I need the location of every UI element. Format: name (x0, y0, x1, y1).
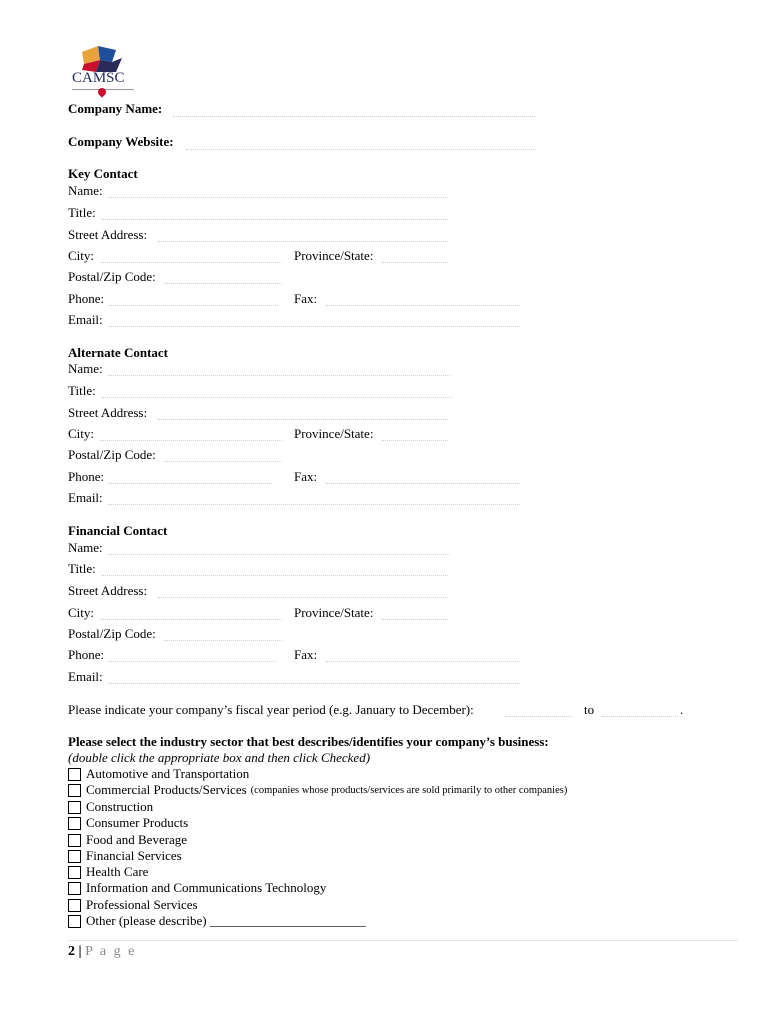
key-email-label: Email: (68, 312, 103, 327)
checkbox[interactable] (68, 915, 81, 928)
option-label: Information and Communications Technology (86, 880, 327, 895)
fiscal-period-mark: . (680, 702, 684, 717)
key-street-field[interactable] (158, 227, 448, 242)
industry-option[interactable] (68, 848, 182, 864)
financial-contact-heading: Financial Contact (68, 523, 168, 538)
checkbox[interactable] (68, 817, 81, 830)
option-label: Food and Beverage (86, 832, 188, 847)
fin-province-label: Province/State: (294, 605, 374, 620)
industry-option[interactable] (68, 913, 366, 929)
key-street-label: Street Address: (68, 227, 148, 242)
alt-name-field[interactable] (108, 361, 450, 376)
key-postal-field[interactable] (164, 269, 282, 284)
checkbox[interactable] (68, 801, 81, 814)
alt-title-label: Title: (68, 383, 96, 398)
alternate-contact-heading: Alternate Contact (68, 345, 168, 360)
key-email-field[interactable] (108, 312, 520, 327)
option-label: Construction (86, 799, 154, 814)
fin-title-label: Title: (68, 561, 96, 576)
alt-title-field[interactable] (102, 383, 452, 398)
checkbox[interactable] (68, 899, 81, 912)
camsc-logo (70, 46, 136, 98)
option-note: (companies whose products/services are sold primarily to other companies) (250, 784, 568, 796)
fiscal-start-field[interactable] (505, 702, 573, 717)
fin-street-label: Street Address: (68, 583, 148, 598)
page-word: P a g e (85, 944, 137, 959)
fiscal-end-field[interactable] (602, 702, 678, 717)
page-number: 2 (68, 944, 75, 959)
footer-separator: | (78, 944, 82, 959)
alt-fax-label: Fax: (294, 469, 318, 484)
alt-street-label: Street Address: (68, 405, 148, 420)
option-label: Health Care (86, 864, 149, 879)
key-name-label: Name: (68, 183, 103, 198)
key-postal-label: Postal/Zip Code: (68, 269, 156, 284)
fin-name-label: Name: (68, 540, 103, 555)
industry-option[interactable] (68, 782, 567, 798)
checkbox[interactable] (68, 866, 81, 879)
alt-phone-field[interactable] (108, 469, 272, 484)
key-phone-label: Phone: (68, 291, 105, 306)
fiscal-year-label: Please indicate your company’s fiscal year period (e.g. January to December): (68, 702, 474, 717)
fin-city-label: City: (68, 605, 95, 620)
industry-option[interactable] (68, 815, 188, 831)
checkbox[interactable] (68, 784, 81, 797)
fin-title-field[interactable] (102, 561, 448, 576)
option-label: Other (please describe) ________________________ (86, 913, 366, 928)
fin-street-field[interactable] (158, 583, 448, 598)
fiscal-to-label: to (584, 702, 595, 717)
alt-email-field[interactable] (108, 490, 520, 505)
industry-option[interactable] (68, 897, 198, 913)
fin-phone-label: Phone: (68, 647, 105, 662)
alt-street-field[interactable] (158, 405, 448, 420)
footer-divider (68, 940, 738, 941)
checkbox[interactable] (68, 850, 81, 863)
key-phone-field[interactable] (108, 291, 278, 306)
alt-email-label: Email: (68, 490, 103, 505)
alt-postal-field[interactable] (164, 447, 282, 462)
alt-province-field[interactable] (382, 426, 448, 441)
alt-name-label: Name: (68, 361, 103, 376)
option-label: Financial Services (86, 848, 182, 863)
option-label: Consumer Products (86, 815, 189, 830)
page-footer (68, 944, 136, 960)
logo-flag-icon (82, 46, 122, 72)
industry-option[interactable] (68, 766, 249, 782)
key-fax-field[interactable] (326, 291, 520, 306)
key-title-label: Title: (68, 205, 96, 220)
logo-wordmark: CAMSC (72, 70, 125, 86)
alt-postal-label: Postal/Zip Code: (68, 447, 156, 462)
company-name-field[interactable] (173, 102, 535, 117)
fin-province-field[interactable] (382, 605, 448, 620)
fin-city-field[interactable] (100, 605, 282, 620)
fin-phone-field[interactable] (108, 647, 276, 662)
key-fax-label: Fax: (294, 291, 318, 306)
company-website-label: Company Website: (68, 134, 174, 149)
industry-option[interactable] (68, 880, 326, 896)
industry-option[interactable] (68, 864, 148, 880)
alt-fax-field[interactable] (326, 469, 520, 484)
key-city-field[interactable] (100, 248, 282, 263)
option-label: Professional Services (86, 897, 198, 912)
alt-city-label: City: (68, 426, 95, 441)
key-name-field[interactable] (108, 183, 448, 198)
key-province-label: Province/State: (294, 248, 374, 263)
fin-name-field[interactable] (108, 540, 450, 555)
key-contact-heading: Key Contact (68, 166, 138, 181)
company-name-label: Company Name: (68, 101, 163, 116)
key-province-field[interactable] (382, 248, 448, 263)
fin-postal-label: Postal/Zip Code: (68, 626, 156, 641)
key-title-field[interactable] (102, 205, 448, 220)
option-label: Automotive and Transportation (86, 766, 250, 781)
option-label: Commercial Products/Services (86, 782, 247, 797)
alt-province-label: Province/State: (294, 426, 374, 441)
checkbox[interactable] (68, 882, 81, 895)
alt-city-field[interactable] (100, 426, 282, 441)
industry-option[interactable] (68, 799, 153, 815)
fin-email-field[interactable] (108, 669, 520, 684)
industry-instruction: (double click the appropriate box and then click Checked) (68, 750, 371, 765)
checkbox[interactable] (68, 834, 81, 847)
fin-fax-field[interactable] (326, 647, 520, 662)
company-website-field[interactable] (186, 135, 536, 150)
alt-phone-label: Phone: (68, 469, 105, 484)
industry-option[interactable] (68, 832, 187, 848)
fin-email-label: Email: (68, 669, 103, 684)
fin-fax-label: Fax: (294, 647, 318, 662)
checkbox[interactable] (68, 768, 81, 781)
key-city-label: City: (68, 248, 95, 263)
industry-heading: Please select the industry sector that best describes/identifies your company’s business: (68, 734, 549, 749)
fin-postal-field[interactable] (164, 626, 282, 641)
